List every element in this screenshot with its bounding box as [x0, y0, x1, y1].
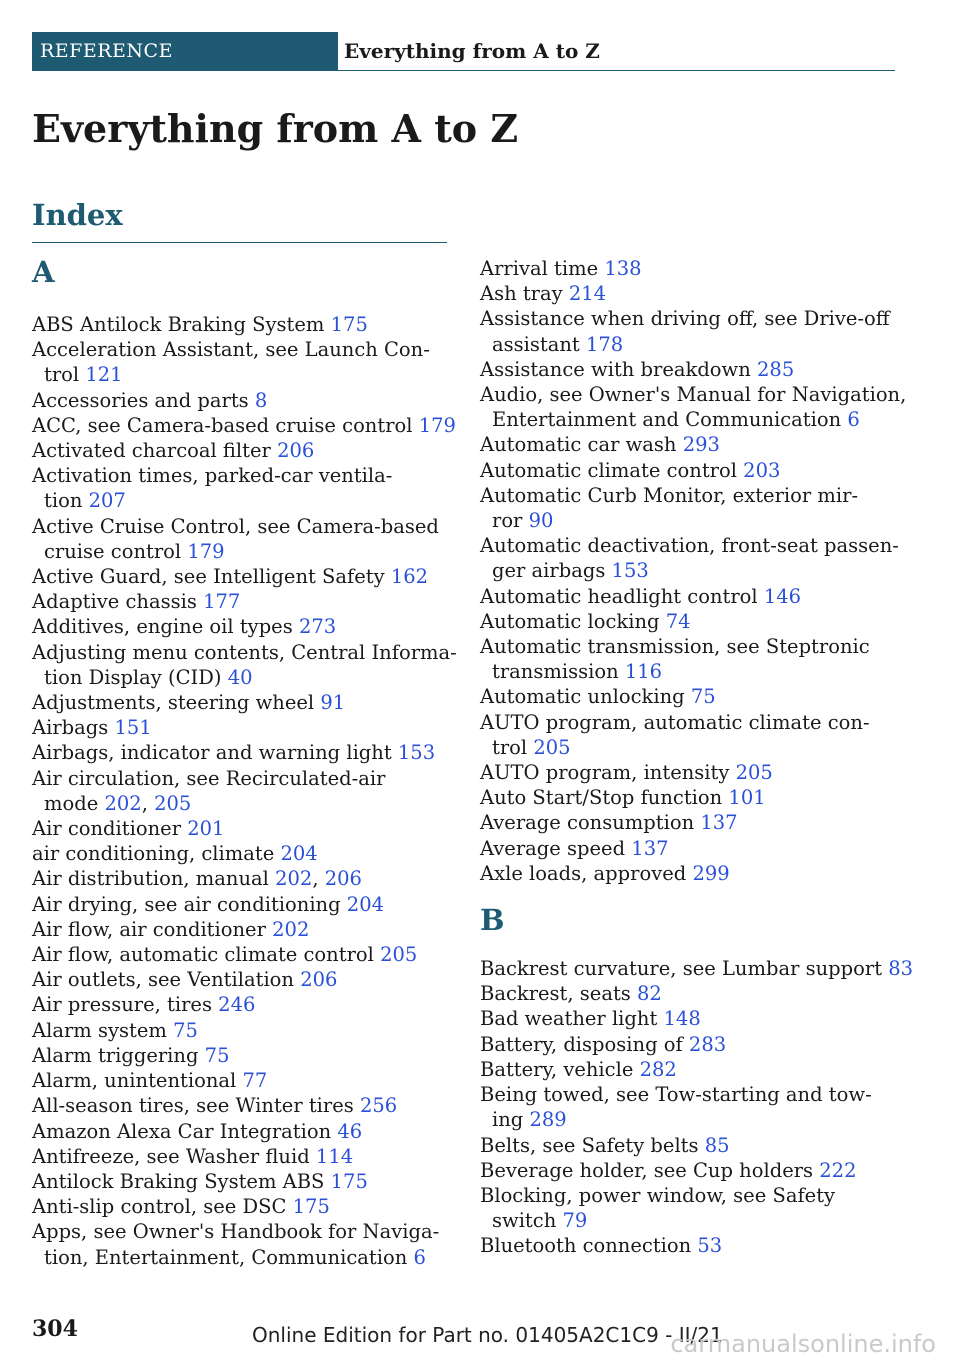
index-entry: air conditioning, climate 204	[32, 842, 318, 866]
page-reference-link[interactable]: 53	[697, 1234, 723, 1258]
page-reference-link[interactable]: 75	[173, 1018, 198, 1042]
index-entry: Average speed 137	[480, 836, 669, 860]
page-reference-link[interactable]: 293	[682, 433, 720, 457]
page-reference-link[interactable]: 74	[665, 609, 691, 633]
index-entry: Air drying, see air conditioning 204	[32, 892, 385, 916]
index-entry: Activated charcoal filter 206	[32, 439, 315, 463]
index-heading: Index	[32, 198, 447, 243]
index-entry: AUTO program, automatic climate con- trol 205	[480, 710, 870, 759]
index-entry: Assistance with breakdown 285	[480, 357, 795, 381]
page-reference-link[interactable]: 40	[227, 665, 253, 689]
index-entry: Bad weather light 148	[480, 1007, 701, 1031]
page-reference-link[interactable]: 148	[663, 1007, 701, 1031]
index-entry: Accessories and parts 8	[32, 388, 268, 412]
page-reference-link[interactable]: 90	[528, 509, 554, 533]
page-reference-link[interactable]: 282	[639, 1057, 677, 1081]
page-reference-link[interactable]: 175	[330, 313, 368, 336]
page-reference-link[interactable]: 273	[298, 615, 337, 639]
index-entry: Anti-slip control, see DSC 175	[32, 1195, 330, 1219]
page-reference-link[interactable]: 246	[218, 993, 256, 1017]
page-reference-link[interactable]: 285	[757, 357, 795, 381]
page-reference-link[interactable]: 201	[187, 817, 225, 841]
index-entry: Airbags, indicator and warning light 153	[32, 741, 436, 765]
section-tab: REFERENCE	[32, 32, 338, 70]
index-entry: Assistance when driving off, see Drive-off assistant 178	[480, 307, 890, 356]
page-reference-link[interactable]: 137	[631, 836, 669, 860]
index-entry: ABS Antilock Braking System 175	[32, 313, 368, 336]
index-entry: Automatic transmission, see Steptronic transmission 116	[480, 635, 870, 684]
page-title: Everything from A to Z	[32, 106, 519, 151]
index-entry: Automatic car wash 293	[480, 433, 720, 457]
page-reference-link[interactable]: 85	[704, 1133, 730, 1157]
page-reference-link[interactable]: 207	[88, 489, 126, 513]
page-reference-link[interactable]: 114	[315, 1144, 354, 1168]
page-reference-link[interactable]: 121	[85, 363, 123, 387]
index-entry: Activation times, parked-car ventila- tion 207	[32, 464, 393, 513]
index-entry: AUTO program, intensity 205	[480, 761, 773, 785]
index-entry: Audio, see Owner's Manual for Navigation, Entertainment and Communication 6	[480, 383, 907, 432]
watermark: carmanualsonline.info	[670, 1330, 936, 1358]
page-reference-link[interactable]: 222	[819, 1158, 857, 1182]
index-entry: Apps, see Owner's Handbook for Naviga- tion, Entertainment, Communication 6	[32, 1220, 440, 1269]
page-reference-link[interactable]: 83	[888, 957, 914, 981]
index-entry: Blocking, power window, see Safety switch 79	[480, 1183, 836, 1233]
page-reference-link[interactable]: 202	[272, 917, 310, 941]
page-reference-link[interactable]: 8	[254, 388, 268, 412]
page-reference-link[interactable]: 256	[359, 1094, 398, 1118]
page-reference-link[interactable]: 177	[203, 590, 241, 614]
page-reference-link[interactable]: 202	[275, 867, 313, 891]
index-entry: Alarm, unintentional 77	[32, 1069, 268, 1093]
running-header	[32, 32, 895, 71]
page-reference-link[interactable]: 179	[418, 413, 456, 437]
page-reference-link[interactable]: 153	[611, 559, 649, 583]
index-entry: Acceleration Assistant, see Launch Con- trol 121	[32, 338, 430, 387]
page-reference-link[interactable]: 75	[204, 1043, 230, 1067]
index-entry: Being towed, see Tow-starting and tow- ing 289	[480, 1083, 872, 1132]
index-entry: Average consumption 137	[480, 811, 738, 835]
page-reference-link[interactable]: 146	[763, 584, 802, 608]
page-reference-link[interactable]: 137	[700, 811, 738, 835]
page-reference-link[interactable]: 206	[300, 968, 338, 992]
index-entry: Adjustments, steering wheel 91	[32, 691, 346, 715]
index-entry: Adjusting menu contents, Central Informa- tion Display (CID) 40	[32, 640, 457, 689]
page-reference-link[interactable]: 204	[346, 892, 385, 916]
page-reference-link[interactable]: 82	[637, 982, 662, 1006]
index-entry: Automatic locking 74	[480, 609, 691, 633]
index-letter: A	[32, 255, 55, 289]
page-reference-link[interactable]: 91	[320, 691, 346, 715]
index-entry: Automatic climate control 203	[480, 458, 781, 482]
index-entry: Air outlets, see Ventilation 206	[32, 968, 338, 992]
page-reference-link[interactable]: 101	[728, 786, 766, 810]
index-entry: All-season tires, see Winter tires 256	[32, 1094, 398, 1118]
index-entry: Automatic deactivation, front-seat passen- ger airbags 153	[480, 534, 899, 583]
chapter-title: Everything from A to Z	[344, 39, 600, 63]
footer-edition-note: Online Edition for Part no. 01405A2C1C9 - II/21	[252, 1323, 723, 1347]
index-entry: Automatic headlight control 146	[480, 584, 802, 608]
index-entry: ACC, see Camera-based cruise control 179	[32, 413, 456, 437]
index-entry: Airbags 151	[32, 716, 152, 740]
page-reference-link[interactable]: 204	[280, 842, 318, 866]
page-reference-link[interactable]: 205	[380, 943, 418, 967]
page-reference-link[interactable]: 289	[529, 1108, 567, 1132]
page-reference-link[interactable]: 205	[154, 791, 192, 815]
index-entry: Active Cruise Control, see Camera-based cruise control 179	[32, 514, 439, 563]
page-reference-link[interactable]: 202	[104, 791, 142, 815]
page-reference-link[interactable]: 77	[242, 1069, 268, 1093]
index-entry: Air circulation, see Recirculated-air mode 202, 205	[32, 766, 386, 815]
index-entry: Antifreeze, see Washer fluid 114	[32, 1144, 354, 1168]
index-column-right	[480, 256, 914, 1259]
page-reference-link[interactable]: 214	[568, 282, 607, 306]
page-reference-link[interactable]: 151	[114, 716, 152, 740]
page-reference-link[interactable]: 138	[604, 257, 642, 280]
page-number: 304	[32, 1316, 78, 1342]
index-entry: Backrest, seats 82	[480, 982, 662, 1006]
index-entry: Battery, vehicle 282	[480, 1057, 677, 1081]
index-column-left	[32, 252, 462, 1270]
index-entry: Amazon Alexa Car Integration 46	[32, 1119, 363, 1143]
page-reference-link[interactable]: 75	[690, 685, 716, 709]
index-entry: Active Guard, see Intelligent Safety 162	[32, 565, 429, 589]
index-entry: Alarm triggering 75	[32, 1043, 230, 1067]
index-entry: Beverage holder, see Cup holders 222	[480, 1158, 857, 1182]
page-reference-link[interactable]: 6	[413, 1245, 426, 1269]
index-letter: B	[480, 903, 505, 938]
page-reference-link[interactable]: 175	[330, 1169, 368, 1193]
page-reference-link[interactable]: 179	[187, 539, 225, 563]
page-reference-link[interactable]: 6	[847, 408, 860, 432]
index-entry: Additives, engine oil types 273	[32, 615, 337, 639]
index-entry: Bluetooth connection 53	[480, 1234, 723, 1258]
page-reference-link[interactable]: 46	[337, 1119, 363, 1143]
index-entry: Backrest curvature, see Lumbar support 83	[480, 957, 914, 981]
page-reference-link[interactable]: 162	[390, 565, 429, 589]
page-reference-link[interactable]: 153	[397, 741, 436, 765]
index-entry: Antilock Braking System ABS 175	[32, 1169, 368, 1193]
page-reference-link[interactable]: 299	[692, 861, 730, 885]
index-entry: Automatic Curb Monitor, exterior mir- ror 90	[480, 483, 859, 533]
page-reference-link[interactable]: 116	[624, 660, 663, 684]
index-entry: Air pressure, tires 246	[32, 993, 256, 1017]
page-reference-link[interactable]: 79	[562, 1209, 588, 1233]
index-entry: Auto Start/Stop function 101	[480, 786, 766, 810]
index-entry: Air conditioner 201	[32, 817, 225, 841]
page-reference-link[interactable]: 205	[533, 735, 571, 759]
index-entry: Battery, disposing of 283	[480, 1032, 727, 1056]
index-entry: Alarm system 75	[32, 1018, 198, 1042]
page-reference-link[interactable]: 203	[743, 458, 781, 482]
page-reference-link[interactable]: 178	[585, 332, 624, 356]
index-entry: Automatic unlocking 75	[480, 685, 716, 709]
page-reference-link[interactable]: 205	[735, 761, 773, 785]
index-entry: Ash tray 214	[480, 282, 607, 306]
index-entry: Arrival time 138	[480, 257, 642, 280]
page-reference-link[interactable]: 283	[688, 1032, 727, 1056]
page-reference-link[interactable]: 175	[292, 1195, 330, 1219]
index-entry: Air flow, air conditioner 202	[32, 917, 310, 941]
page-reference-link[interactable]: 206	[277, 439, 315, 463]
index-entry: Air distribution, manual 202, 206	[32, 867, 362, 891]
page-reference-link[interactable]: 206	[324, 867, 362, 891]
index-entry: Belts, see Safety belts 85	[480, 1133, 730, 1157]
index-entry: Adaptive chassis 177	[32, 590, 241, 614]
index-entry: Air flow, automatic climate control 205	[32, 943, 418, 967]
index-entry: Axle loads, approved 299	[480, 861, 730, 885]
